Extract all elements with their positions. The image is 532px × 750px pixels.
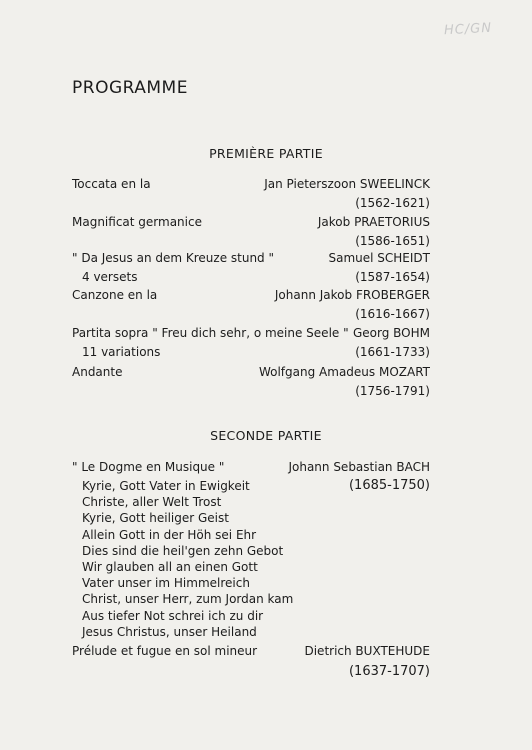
piece-composer: Jan Pieterszoon SWEELINCK — [264, 177, 430, 191]
list-item: Kyrie, Gott Vater in Ewigkeit — [82, 479, 250, 493]
piece-dates: (1661-1733) — [355, 345, 430, 359]
piece-title: " Da Jesus an dem Kreuze stund " — [72, 251, 275, 265]
piece-composer: Dietrich BUXTEHUDE — [304, 644, 430, 658]
piece-title: Andante — [72, 365, 123, 379]
piece-dates: (1562-1621) — [355, 196, 430, 210]
piece-title: Toccata en la — [72, 177, 151, 191]
list-item: Allein Gott in der Höh sei Ehr — [82, 527, 257, 542]
piece-composer: Johann Sebastian BACH — [288, 460, 430, 474]
piece-title: " Le Dogme en Musique " — [72, 460, 225, 474]
piece-dates: (1616-1667) — [355, 307, 430, 321]
piece-composer: Jakob PRAETORIUS — [317, 215, 430, 229]
list-item: Christ, unser Herr, zum Jordan kam — [82, 592, 294, 607]
list-item: Jesus Christus, unser Heiland — [82, 624, 257, 639]
piece-title: Prélude et fugue en sol mineur — [72, 644, 258, 658]
piece-title: Canzone en la — [72, 288, 158, 302]
list-item: Kyrie, Gott heiliger Geist — [82, 511, 229, 526]
piece-dates: (1637-1707) — [348, 664, 430, 679]
piece-composer: Wolfgang Amadeus MOZART — [258, 365, 430, 379]
piece-dates: (1586-1651) — [355, 234, 430, 248]
piece-dates: (1685-1750) — [348, 478, 430, 493]
list-item: Wir glauben all an einen Gott — [82, 560, 258, 575]
list-item: Aus tiefer Not schrei ich zu dir — [82, 608, 264, 623]
piece-dates: (1587-1654) — [355, 270, 430, 284]
piece-title: Partita sopra " Freu dich sehr, o meine Seele " — [72, 326, 349, 340]
list-item: Dies sind die heil'gen zehn Gebot — [82, 543, 284, 558]
bach-movement-list — [82, 478, 293, 640]
piece-composer: Georg BOHM — [352, 326, 430, 340]
part1-heading: PREMIÈRE PARTIE — [209, 146, 323, 161]
piece-subtitle: 11 variations — [82, 345, 161, 359]
piece-composer: Johann Jakob FROBERGER — [274, 288, 430, 302]
piece-subtitle: 4 versets — [82, 270, 138, 284]
list-item: Christe, aller Welt Trost — [82, 495, 222, 510]
list-item: Vater unser im Himmelreich — [82, 576, 250, 591]
page-title: PROGRAMME — [72, 78, 188, 98]
piece-dates: (1756-1791) — [355, 384, 430, 398]
piece-composer: Samuel SCHEIDT — [328, 251, 430, 265]
piece-title: Magnificat germanice — [72, 215, 202, 229]
part2-heading: SECONDE PARTIE — [210, 428, 322, 443]
corner-pencil-mark: HC/GN — [443, 20, 493, 39]
